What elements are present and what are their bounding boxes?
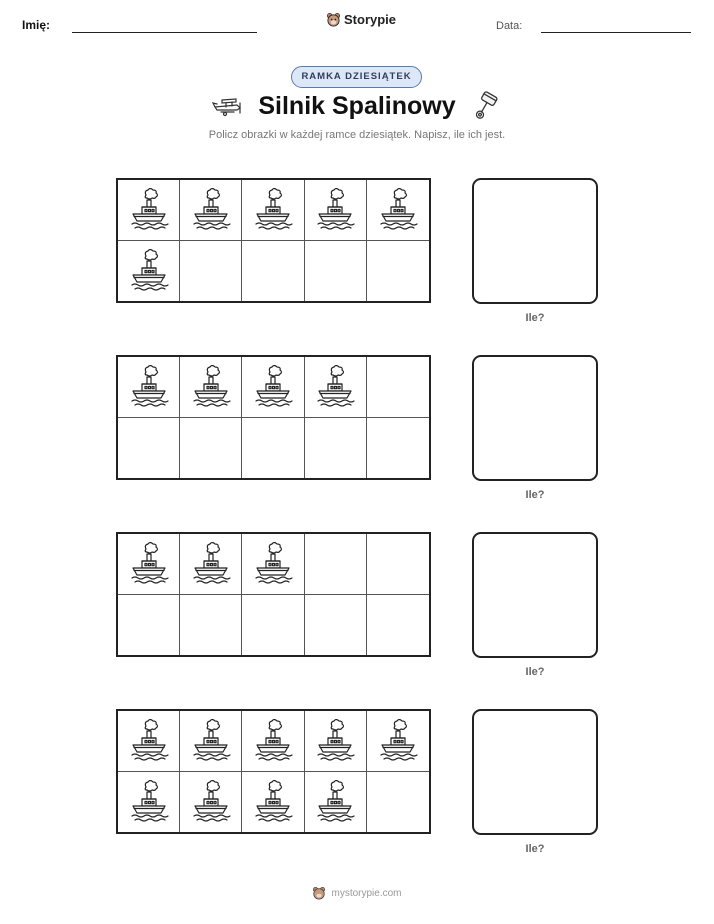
frame-cell — [242, 357, 304, 418]
steamboat-icon — [377, 188, 419, 232]
frame-cell — [305, 772, 367, 833]
ten-frame-3 — [116, 532, 431, 657]
frame-cell — [118, 180, 180, 241]
steamboat-icon — [377, 719, 419, 763]
steamboat-icon — [128, 188, 170, 232]
steamboat-icon — [314, 188, 356, 232]
frame-cell — [118, 534, 180, 595]
frame-cell — [118, 772, 180, 833]
steamboat-icon — [128, 249, 170, 293]
frame-cell — [367, 595, 429, 656]
frame-cell — [118, 595, 180, 656]
bear-icon — [326, 12, 341, 27]
name-line[interactable] — [72, 32, 257, 33]
brand-name: Storypie — [344, 12, 397, 27]
answer-label-2: Ile? — [525, 489, 545, 501]
frame-cell — [118, 711, 180, 772]
answer-box-4[interactable] — [472, 709, 598, 835]
frame-cell — [242, 180, 304, 241]
steamboat-icon — [190, 719, 232, 763]
steamboat-icon — [252, 188, 294, 232]
footer — [0, 886, 714, 900]
frame-cell — [180, 241, 242, 302]
answer-label-4: Ile? — [525, 843, 545, 855]
steamboat-icon — [252, 365, 294, 409]
frame-cell — [180, 357, 242, 418]
answer-label-1: Ile? — [525, 312, 545, 324]
frame-cell — [180, 772, 242, 833]
bear-icon — [312, 886, 326, 900]
piston-icon — [469, 90, 501, 122]
answer-box-2[interactable] — [472, 355, 598, 481]
frame-cell — [305, 534, 367, 595]
steamboat-icon — [314, 365, 356, 409]
steamboat-icon — [190, 780, 232, 824]
steamboat-icon — [190, 542, 232, 586]
frame-cell — [118, 357, 180, 418]
frame-cell — [180, 418, 242, 479]
name-label: Imię: — [22, 18, 51, 32]
frame-cell — [180, 595, 242, 656]
frame-cell — [242, 241, 304, 302]
ten-frame-2 — [116, 355, 431, 480]
steamboat-icon — [190, 188, 232, 232]
frame-cell — [118, 418, 180, 479]
frame-cell — [305, 241, 367, 302]
frame-cell — [305, 711, 367, 772]
frame-cell — [367, 534, 429, 595]
frame-cell — [242, 711, 304, 772]
frame-cell — [305, 595, 367, 656]
steamboat-icon — [314, 780, 356, 824]
frame-cell — [367, 241, 429, 302]
frame-cell — [305, 418, 367, 479]
frame-cell — [367, 180, 429, 241]
instructions: Policz obrazki w każdej ramce dziesiątek. Napisz, ile ich jest. — [208, 129, 506, 141]
frame-cell — [242, 534, 304, 595]
frame-cell — [367, 357, 429, 418]
page-title: Silnik Spalinowy — [258, 92, 456, 120]
date-label: Data: — [496, 20, 523, 32]
frame-cell — [305, 357, 367, 418]
frame-cell — [242, 772, 304, 833]
frame-cell — [367, 418, 429, 479]
footer-url: mystorypie.com — [331, 887, 402, 899]
frame-cell — [367, 772, 429, 833]
frame-cell — [242, 418, 304, 479]
answer-label-3: Ile? — [525, 666, 545, 678]
steamboat-icon — [128, 542, 170, 586]
steamboat-icon — [128, 780, 170, 824]
frame-cell — [180, 711, 242, 772]
frame-cell — [180, 534, 242, 595]
date-line[interactable] — [541, 32, 691, 33]
frame-cell — [118, 241, 180, 302]
worksheet-type-badge: RAMKA DZIESIĄTEK — [291, 66, 422, 88]
steamboat-icon — [128, 719, 170, 763]
steamboat-icon — [314, 719, 356, 763]
frame-cell — [367, 711, 429, 772]
steamboat-icon — [190, 365, 232, 409]
steamboat-icon — [252, 542, 294, 586]
frame-cell — [180, 180, 242, 241]
frame-cell — [305, 180, 367, 241]
answer-box-1[interactable] — [472, 178, 598, 304]
ten-frame-4 — [116, 709, 431, 834]
ten-frame-1 — [116, 178, 431, 303]
steamboat-icon — [252, 719, 294, 763]
steamboat-icon — [128, 365, 170, 409]
answer-box-3[interactable] — [472, 532, 598, 658]
frame-cell — [242, 595, 304, 656]
brand-logo — [326, 12, 396, 27]
steamboat-icon — [252, 780, 294, 824]
